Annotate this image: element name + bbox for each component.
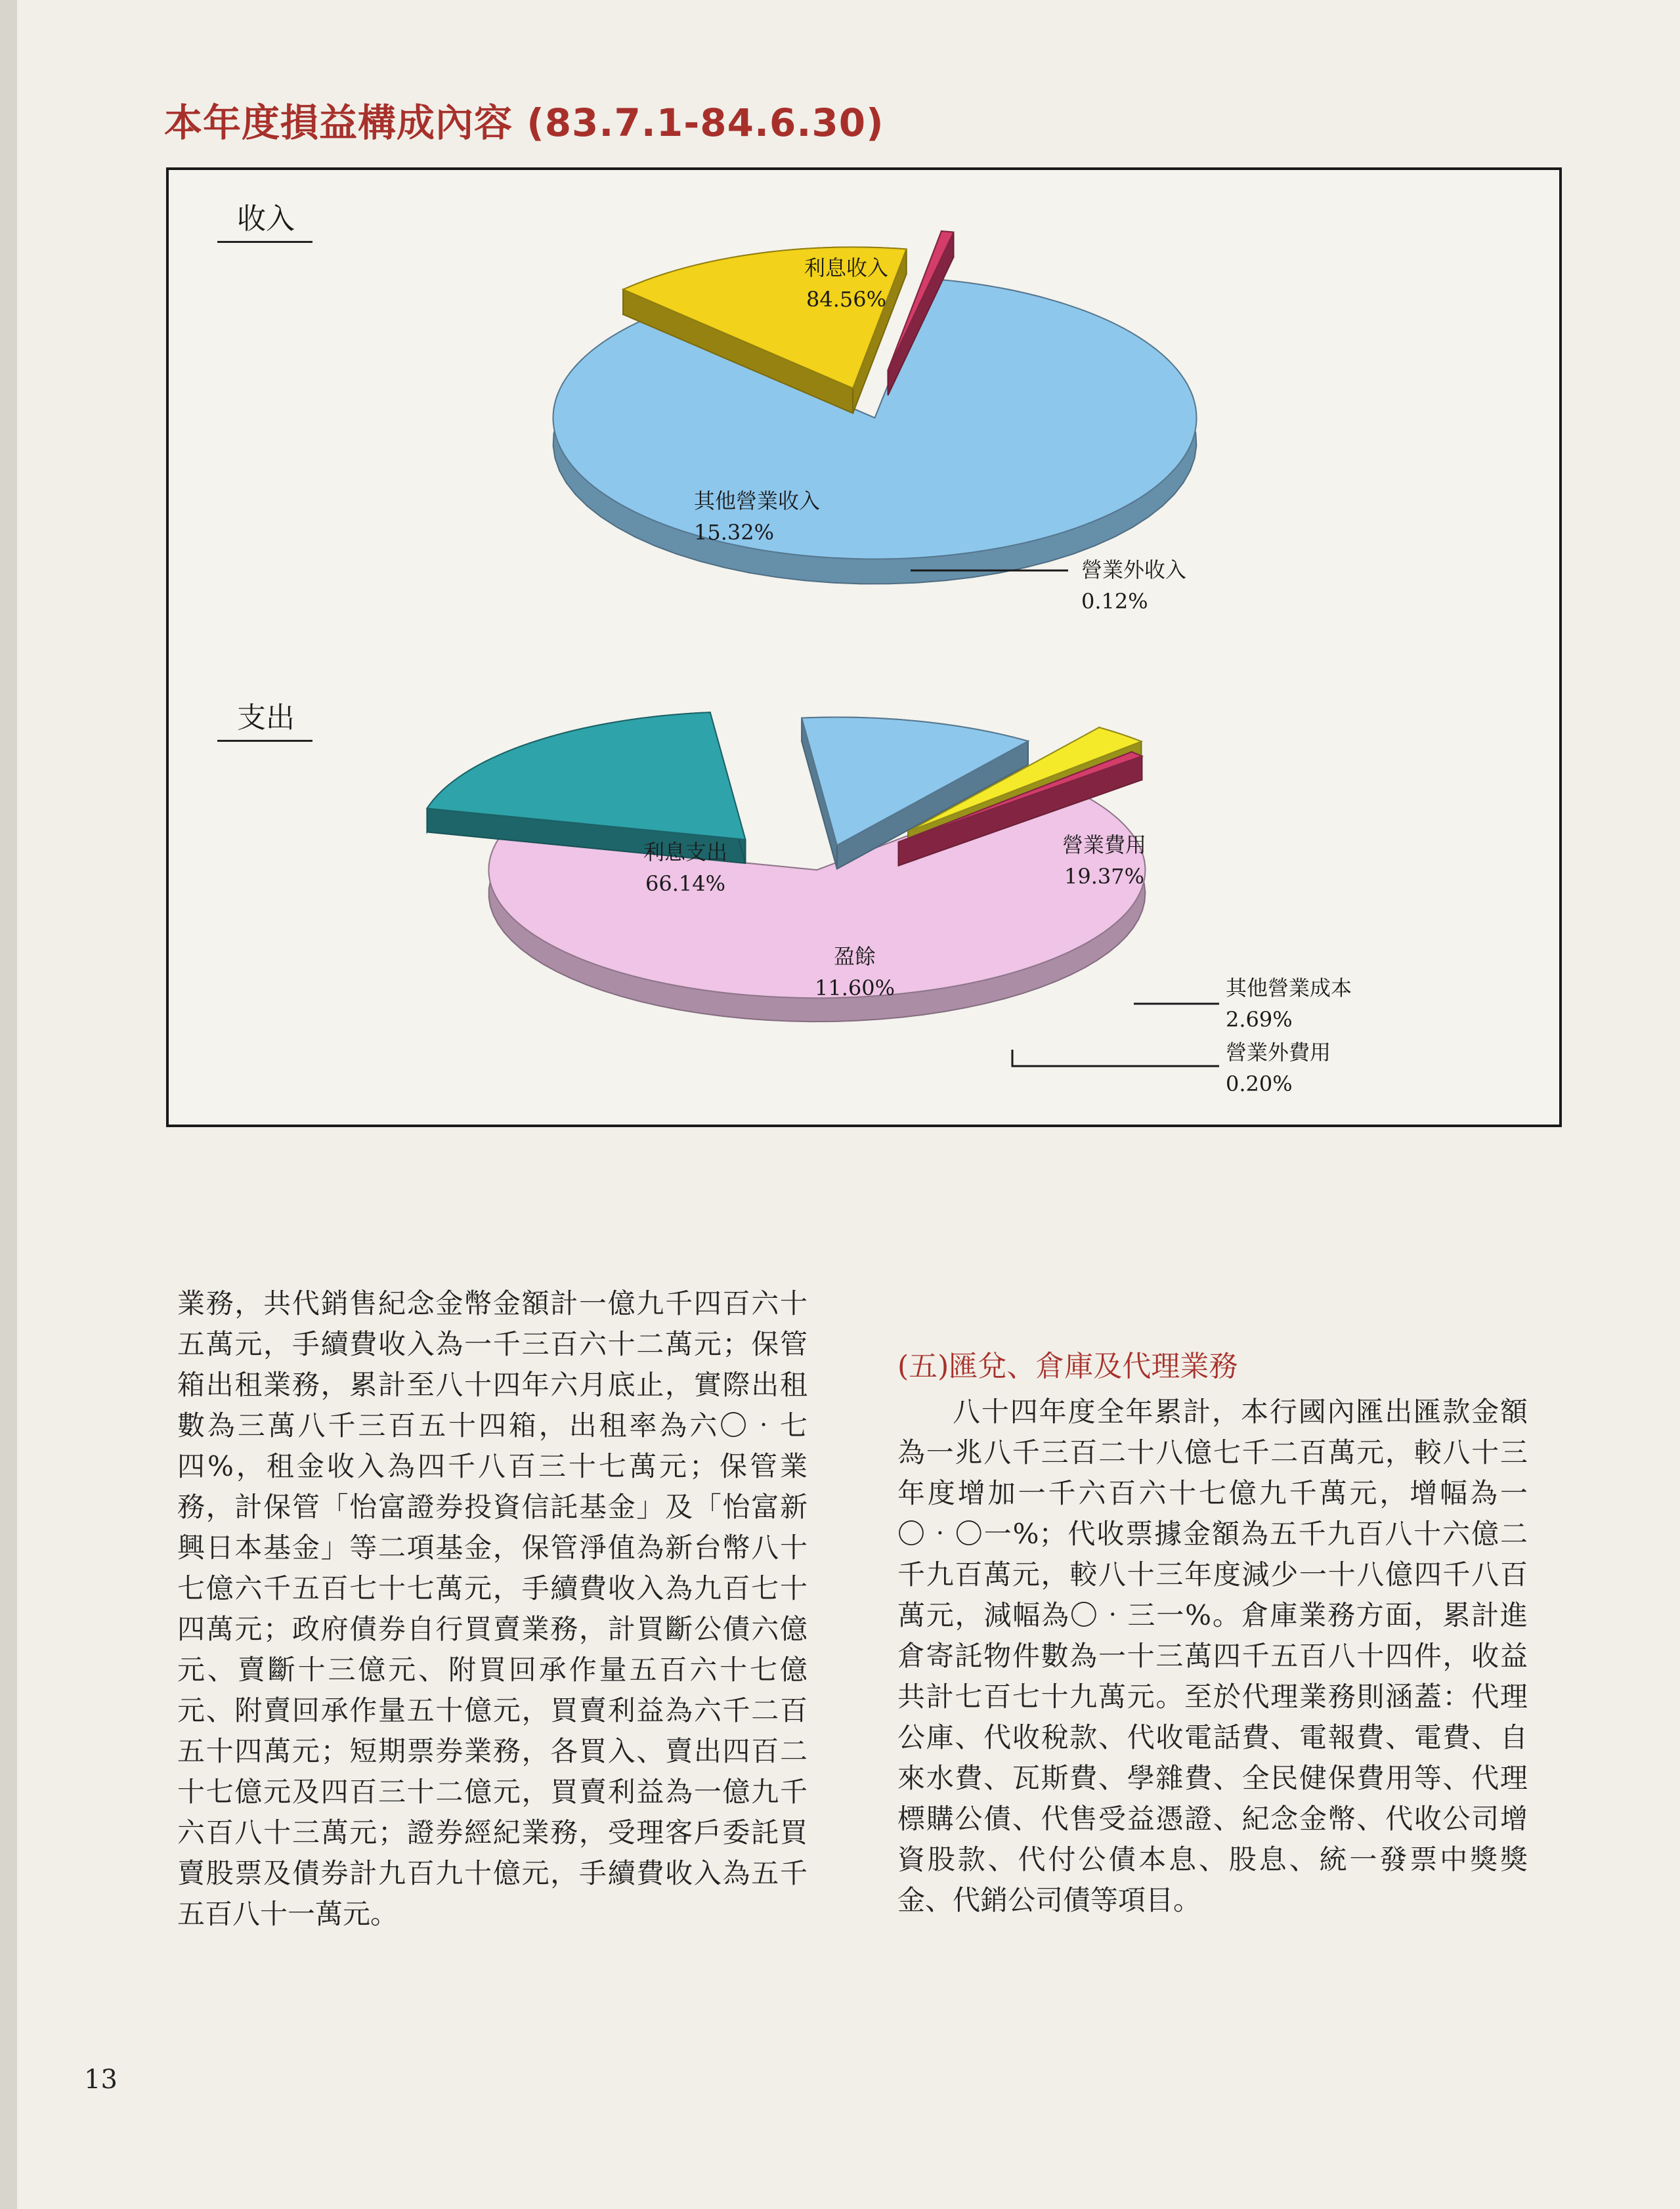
right-text-column [897,1392,1528,1921]
chart-panel [166,167,1562,1127]
slice-label-other-operating-cost: 其他營業成本 2.69% [1226,976,1352,1032]
income-chart-heading: 收入 [237,195,295,237]
slice-label-operating-expense: 營業費用 19.37% [1062,832,1147,889]
slice-label-other-operating-income: 其他營業收入 15.32% [694,488,821,545]
right-column-paragraph: 八十四年度全年累計，本行國內匯出匯款金額為一兆八千三百二十八億七千二百萬元，較八十三年度增加一千六百六十七億九千萬元，增幅為一〇‧〇一%；代收票據金額為五千九百八十六億二千九百萬元，較八十三年度減少一十八億四千八百萬元，減幅為〇‧三一%。倉庫業務方面，累計進倉寄託物件數為一十三萬四千五百八十四件，收益共計七百七十九萬元。至於代理業務則涵蓋：代理公庫、代收稅款、代收電話費、電報費、電費、自來水費、瓦斯費、學雜費、全民健保費用等、代理標購公債、代售受益憑證、紀念金幣、代收公司增資股款、代付公債本息、股息、統一發票中獎獎金、代銷公司債等項目。 [897,1396,1528,1916]
slice-label-non-operating-income: 營業外收入 0.12% [1081,557,1187,614]
section-title: 本年度損益構成內容 (83.7.1-84.6.30) [164,100,884,145]
page-number: 13 [84,2065,118,2095]
slice-label-interest-expense: 利息支出 66.14% [643,840,728,896]
expense-chart-heading: 支出 [237,694,295,736]
slice-label-non-operating-expense: 營業外費用 0.20% [1226,1040,1331,1096]
left-text-column [177,1283,808,1935]
slice-label-surplus: 盈餘 11.60% [814,944,895,1000]
page-binding-edge [0,0,17,2209]
leader-line [1012,1050,1219,1066]
left-column-paragraph: 業務，共代銷售紀念金幣金額計一億九千四百六十五萬元，手續費收入為一千三百六十二萬元；保管箱出租業務，累計至八十四年六月底止，實際出租數為三萬八千三百五十四箱，出租率為六〇‧七四%，租金收入為四千八百三十七萬元；保管業務，計保管「怡富證券投資信託基金」及「怡富新興日本基金」等二項基金，保管淨值為新台幣八十七億六千五百七十七萬元，手續費收入為九百七十四萬元；政府債券自行買賣業務，計買斷公債六億元、賣斷十三億元、附買回承作量五百六十七億元、附賣回承作量五十億元，買賣利益為六千二百五十四萬元；短期票券業務，各買入、賣出四百二十七億元及四百三十二億元，買賣利益為一億九千六百八十三萬元；證券經紀業務，受理客戶委託買賣股票及債券計九百九十億元，手續費收入為五千五百八十一萬元。 [177,1287,808,1930]
section-subheading: (五)匯兌、倉庫及代理業務 [897,1350,1238,1383]
slice-label-interest-income: 利息收入 84.56% [804,255,889,312]
